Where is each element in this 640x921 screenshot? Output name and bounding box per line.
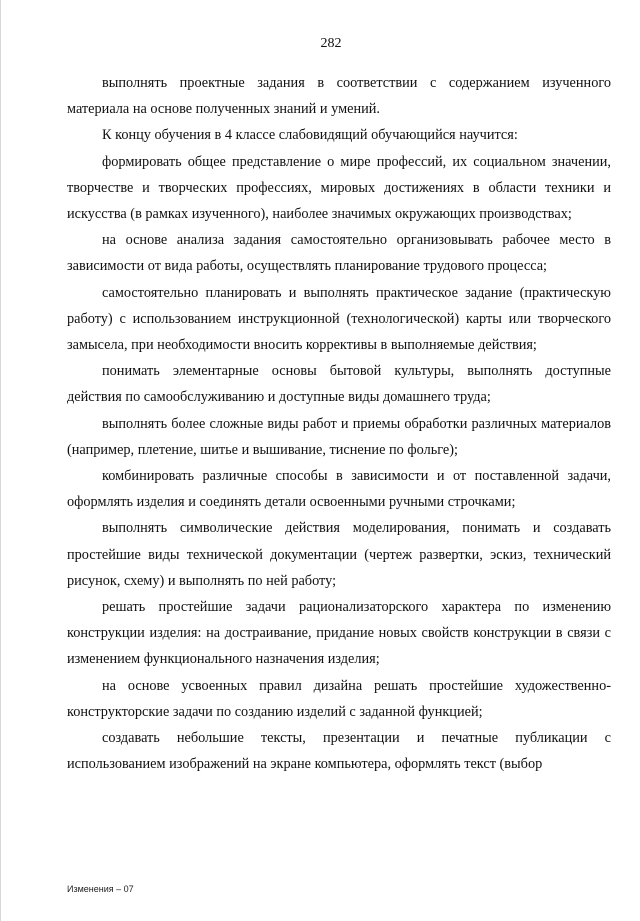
paragraph: К концу обучения в 4 классе слабовидящий обучающийся научится: xyxy=(102,127,518,144)
paragraph: выполнять более сложные виды работ и приемы обработки различных материалов (например, плетение, шитье и вышивание, тиснение по фольге); xyxy=(67,415,611,458)
paragraph: формировать общее представление о мире профессий, их социальном значении, творчестве и творческих профессиях, мировых достижениях в области техники и искусства (в рамках изученного), наиболее значимых окружающих производствах; xyxy=(67,153,611,223)
footer-note: Изменения – 07 xyxy=(67,884,134,894)
paragraph: самостоятельно планировать и выполнять практическое задание (практическую работу) с использованием инструкционной (технологической) карты или творческого замысела, при необходимости вносить коррективы в выполняемые действия; xyxy=(67,284,611,354)
paragraph: комбинировать различные способы в зависимости и от поставленной задачи, оформлять изделия и соединять детали освоенными ручными строчками; xyxy=(67,468,611,511)
paragraph: на основе усвоенных правил дизайна решать простейшие художественно-конструкторские задачи по созданию изделий с заданной функцией; xyxy=(67,677,611,720)
body-text xyxy=(67,70,611,777)
paragraph: понимать элементарные основы бытовой культуры, выполнять доступные действия по самообслуживанию и доступные виды домашнего труда; xyxy=(67,363,611,406)
paragraph: выполнять символические действия моделирования, понимать и создавать простейшие виды технической документации (чертеж развертки, эскиз, технический рисунок, схему) и выполнять по ней работу; xyxy=(67,520,611,589)
page-number: 282 xyxy=(320,36,342,51)
paragraph: на основе анализа задания самостоятельно организовывать рабочее место в зависимости от вида работы, осуществлять планирование трудового процесса; xyxy=(67,232,611,275)
paragraph: выполнять проектные задания в соответствии с содержанием изученного материала на основе полученных знаний и умений. xyxy=(67,75,611,118)
paragraph: решать простейшие задачи рационализаторского характера по изменению конструкции изделия: на достраивание, придание новых свойств конструкции в связи с изменением функционального назначения изделия; xyxy=(67,599,611,668)
paragraph: создавать небольшие тексты, презентации и печатные публикации с использованием изображений на экране компьютера, оформлять текст (выбор xyxy=(67,730,611,773)
